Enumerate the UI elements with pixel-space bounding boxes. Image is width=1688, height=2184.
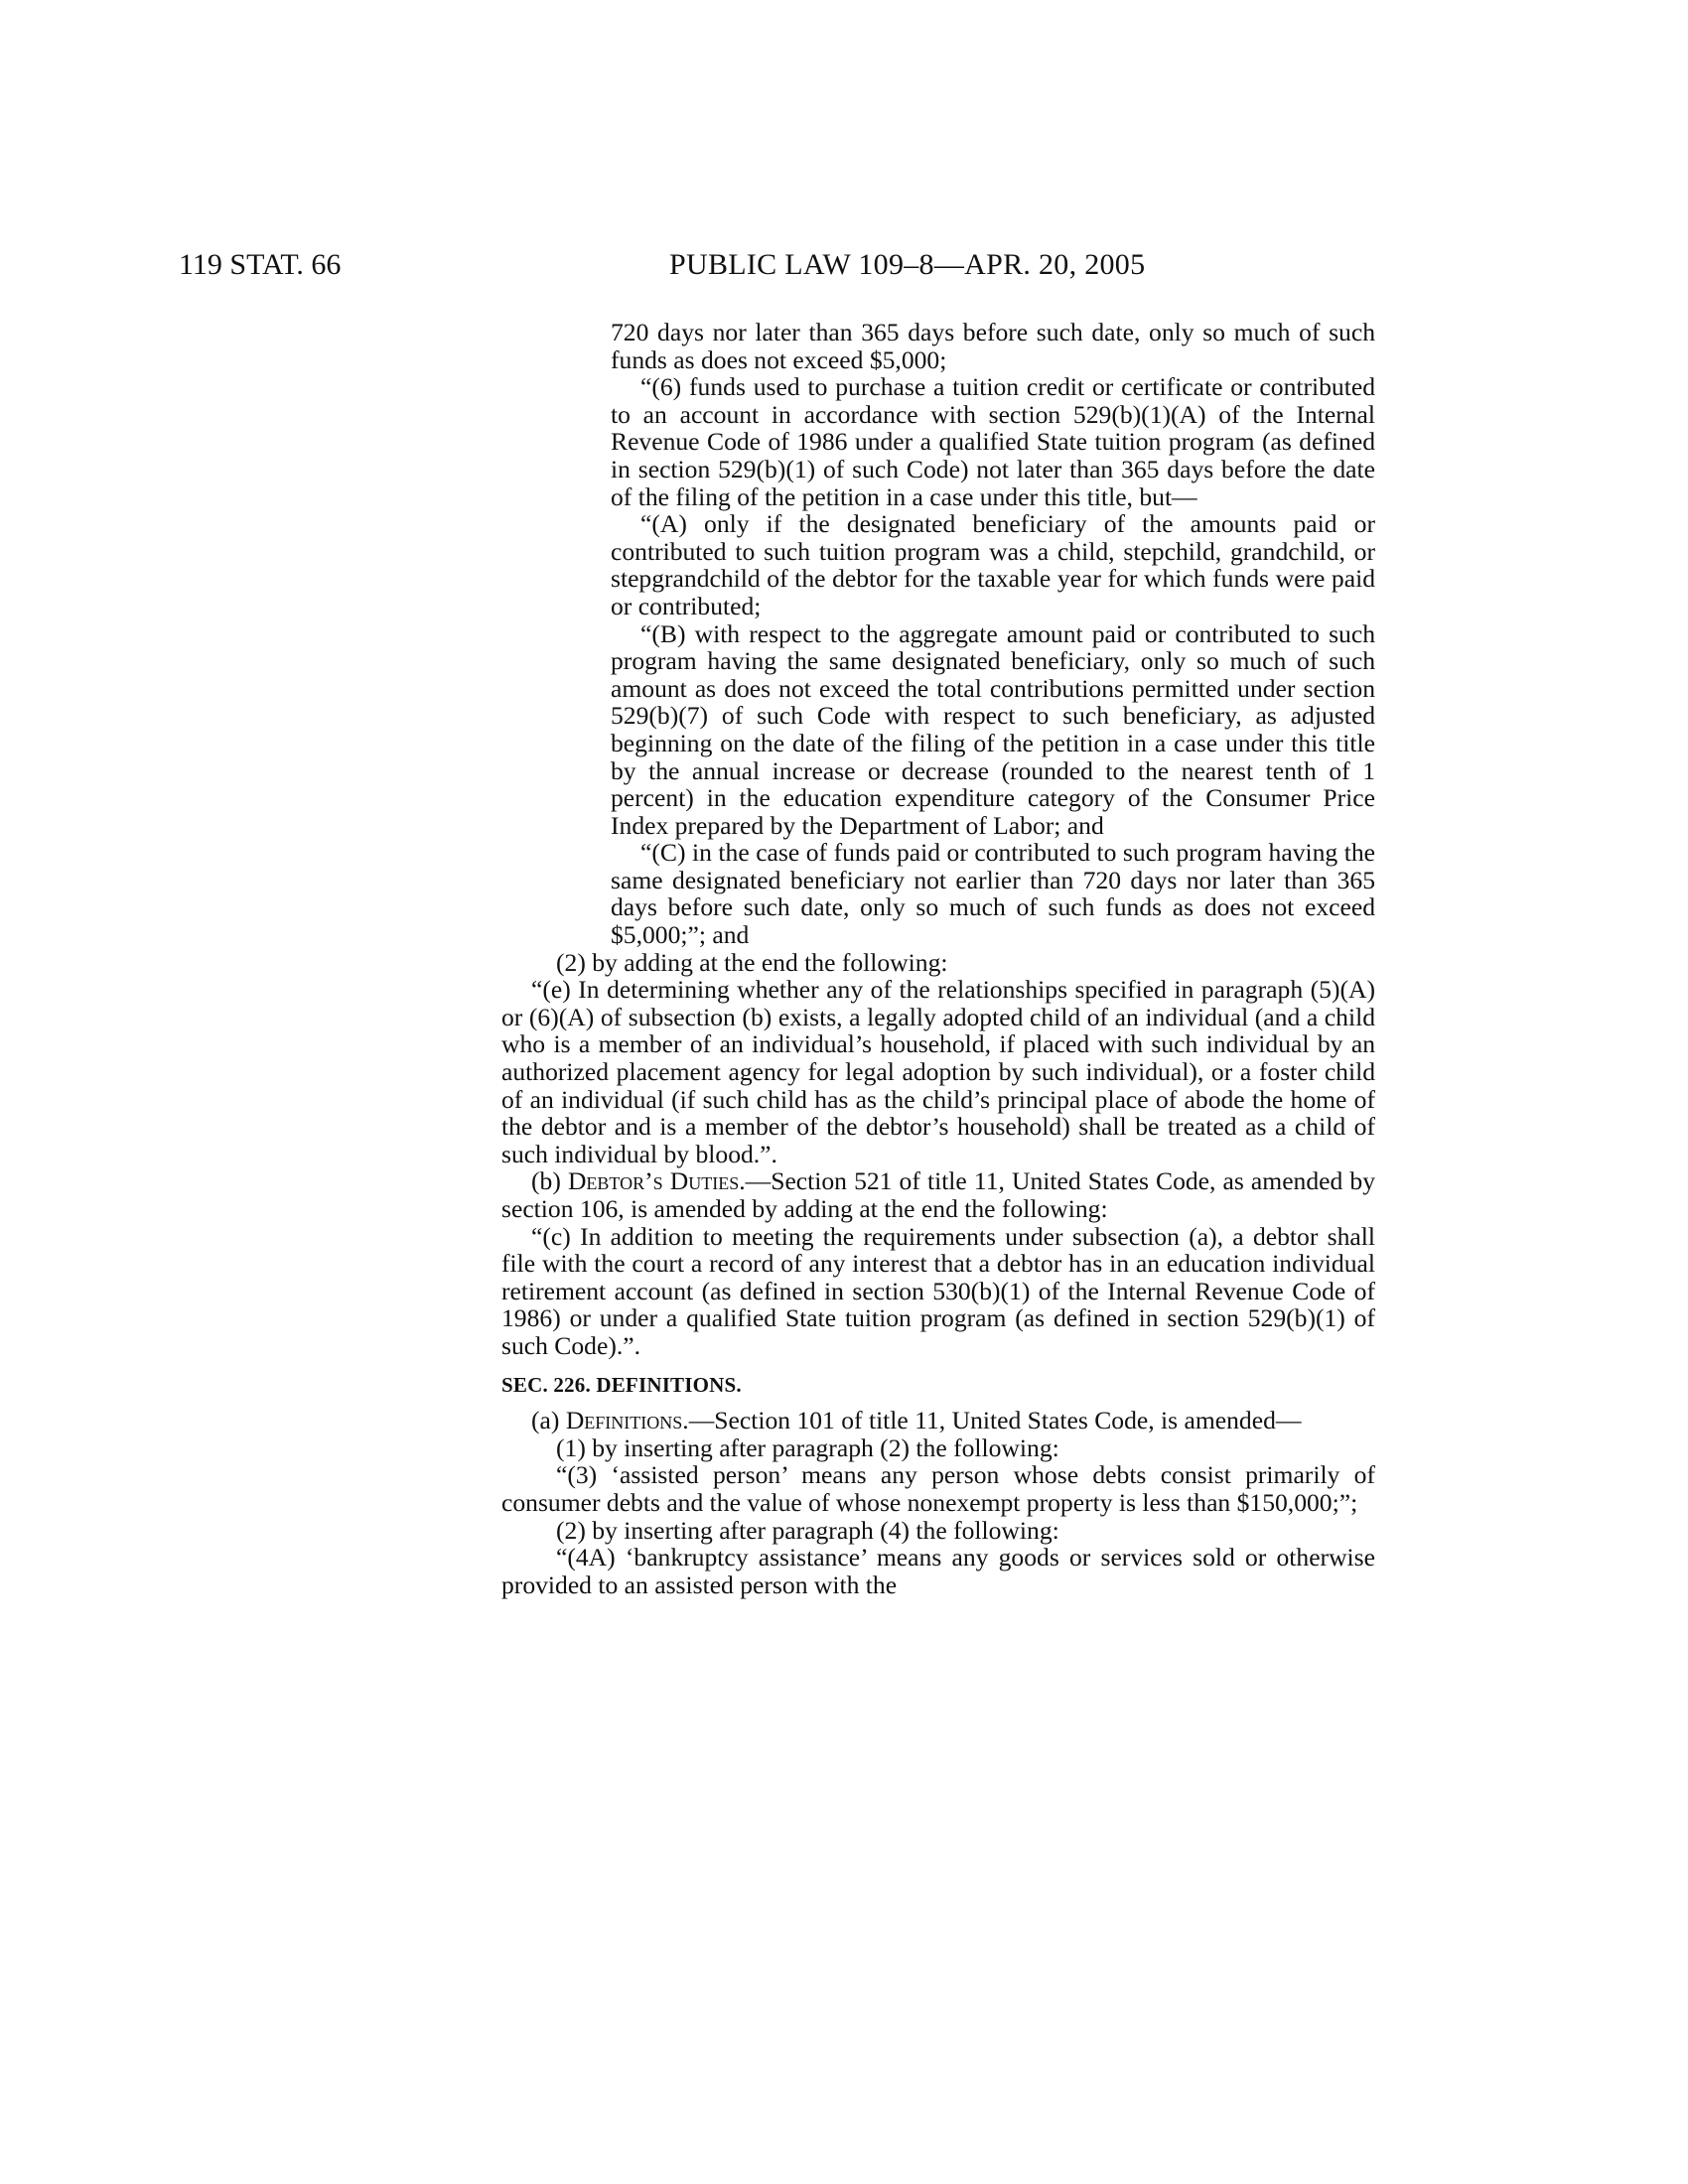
public-law-title: PUBLIC LAW 109–8—APR. 20, 2005 bbox=[669, 248, 1146, 281]
statute-paragraph: (2) by adding at the end the following: bbox=[556, 947, 948, 977]
statute-paragraph: “(c) In addition to meeting the requirements under subsection (a), a debtor shall file with the court a record of any interest that a debtor has in an education individual retirement account (as defined in section 530(b)(1) of the Internal Revenue Code of 1986) or under a qualified State tuition program (as defined in section 529(b)(1) of such Code).”. bbox=[501, 1221, 1375, 1360]
statute-paragraph: (b) Debtor’s Duties.—Section 521 of title 11, United States Code, as amended by section 106, is amended by adding at the end the following: bbox=[501, 1166, 1375, 1223]
statute-paragraph: “(4A) ‘bankruptcy assistance’ means any goods or services sold or otherwise provided to an assisted person with the bbox=[501, 1543, 1375, 1599]
statute-paragraph: “(6) funds used to purchase a tuition credit or certificate or contributed to an account in accordance with section 529(b)(1)(A) of the Internal Revenue Code of 1986 under a qualified State tuition program (as defined in section 529(b)(1) of such Code) not later than 365 days before the date of the filing of the petition in a case under this title, but— bbox=[611, 372, 1375, 511]
statute-paragraph: “(C) in the case of funds paid or contributed to such program having the same designated beneficiary not earlier than 720 days nor later than 365 days before such date, only so much of such funds as does not exceed $5,000;”; and bbox=[611, 838, 1375, 950]
statute-paragraph: “(3) ‘assisted person’ means any person whose debts consist primarily of consumer debts and the value of whose nonexempt property is less than $150,000;”; bbox=[501, 1460, 1375, 1517]
statute-paragraph: (2) by inserting after paragraph (4) the following: bbox=[556, 1515, 1059, 1545]
page-header bbox=[0, 248, 1688, 288]
statute-paragraph: “(A) only if the designated beneficiary of the amounts paid or contributed to such tuition program was a child, stepchild, grandchild, or stepgrandchild of the debtor for the taxable year for which funds were paid or contributed; bbox=[611, 509, 1375, 620]
statute-paragraph: (1) by inserting after paragraph (2) the following: bbox=[556, 1433, 1059, 1462]
statute-paragraph: (a) Definitions.—Section 101 of title 11, United States Code, is amended— bbox=[531, 1406, 1302, 1435]
statute-page-reference: 119 STAT. 66 bbox=[179, 248, 342, 281]
subsection-caption: Debtor’s Duties bbox=[567, 1166, 740, 1196]
statute-paragraph: 720 days nor later than 365 days before such date, only so much of such funds as does not exceed $5,000; bbox=[611, 318, 1375, 374]
subsection-caption: Definitions bbox=[565, 1406, 683, 1435]
section-heading: SEC. 226. DEFINITIONS. bbox=[501, 1372, 742, 1397]
statute-body-text bbox=[501, 319, 1375, 1598]
statute-paragraph: “(e) In determining whether any of the relationships specified in paragraph (5)(A) or (6)(A) of subsection (b) exists, a legally adopted child of an individual (and a child who is a member of an individual’s household, if placed with such individual by an authorized placement agency for legal adoption by such individual), or a foster child of an individual (if such child has as the child’s principal place of abode the home of the debtor and is a member of the debtor’s household) shall be treated as a child of such individual by blood.”. bbox=[501, 975, 1375, 1168]
statute-paragraph: “(B) with respect to the aggregate amount paid or contributed to such program having the same designated beneficiary, only so much of such amount as does not exceed the total contributions permitted under section 529(b)(7) of such Code with respect to such beneficiary, as adjusted beginning on the date of the filing of the petition in a case under this title by the annual increase or decrease (rounded to the nearest tenth of 1 percent) in the education expenditure category of the Consumer Price Index prepared by the Department of Labor; and bbox=[611, 618, 1375, 840]
